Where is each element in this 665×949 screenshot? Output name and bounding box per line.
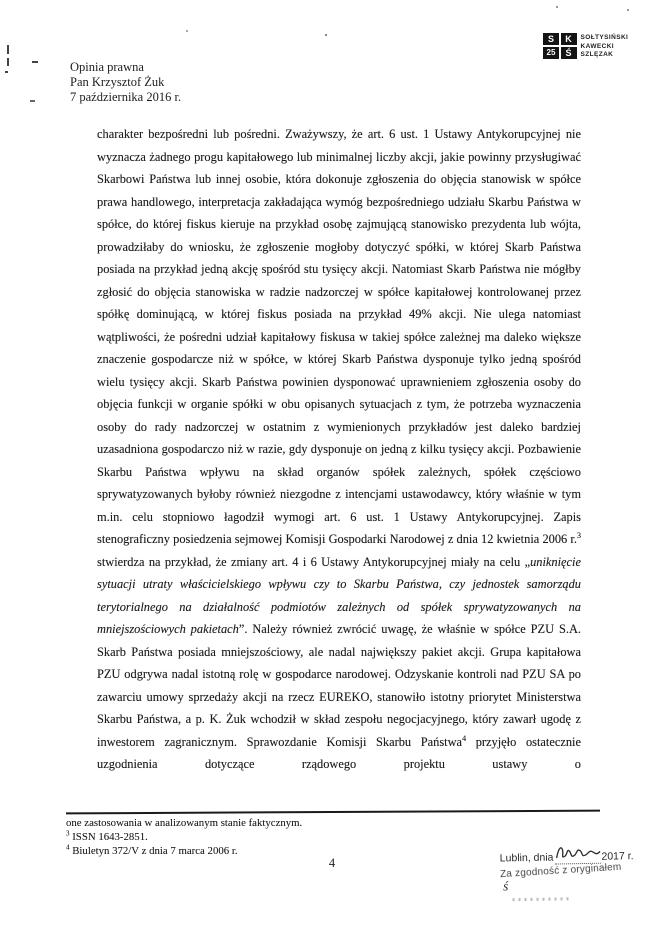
- footnote-continuation: one zastosowania w analizowanym stanie faktycznym.: [66, 817, 303, 829]
- scan-artifact: [5, 71, 8, 73]
- logo-cell-s2: Ś: [561, 47, 577, 59]
- stamp-year: 2017 r.: [601, 850, 634, 863]
- certification-stamp: [500, 843, 665, 902]
- logo-grid-icon: [543, 33, 577, 59]
- addressee: Pan Krzysztof Żuk: [70, 75, 165, 89]
- firm-name-line: SOŁTYSIŃSKI: [580, 34, 629, 41]
- footnote-4: [66, 844, 302, 858]
- stamp-certification-text: Za zgodność z oryginałem: [499, 861, 622, 881]
- scan-artifact: [32, 61, 38, 63]
- footnote-3: [66, 830, 302, 844]
- document-type: Opinia prawna: [70, 60, 144, 74]
- footnotes: [66, 816, 302, 858]
- footnote-reference-4: 4: [462, 733, 467, 743]
- footnote-3-marker: 3: [66, 829, 70, 838]
- footnote-reference-3: 3: [576, 530, 581, 540]
- scan-artifact: [627, 9, 629, 11]
- quoted-passage: uniknięcie sytuacji utraty właścicielskiego wpływu czy to Skarbu Państwa, czy jednostek samorządu terytorialnego na działalność podmiotów zależnych od spółek sprywatyzowanych na mniejszościowych pakietach: [97, 554, 581, 636]
- scan-artifact: [556, 6, 558, 8]
- scan-artifact: [30, 100, 35, 102]
- document-header: [70, 60, 181, 105]
- document-date: 7 października 2016 r.: [70, 90, 182, 104]
- handwriting-icon: [554, 844, 600, 861]
- logo-cell-s1: S: [543, 33, 559, 45]
- handwritten-date: [554, 844, 600, 865]
- scan-artifact: [7, 45, 9, 54]
- page-number: 4: [328, 856, 336, 870]
- body-segment: stwierdza na przykład, że zmiany art. 4 i 6 Ustawy Antykorupcyjnej miały na celu „: [97, 554, 531, 569]
- footnote-4-marker: 4: [66, 843, 70, 852]
- faint-stamp-marks: [512, 897, 570, 901]
- logo-cell-k: K: [561, 33, 577, 45]
- stamp-place-label: Lublin, dnia: [499, 851, 554, 865]
- signature-initial: ś: [503, 878, 509, 894]
- body-paragraph: [97, 123, 581, 813]
- body-segment: ”. Należy również zwrócić uwagę, że właśnie w spółce PZU S.A. Skarb Państwa posiada mniejszościowy, ale nadal największy pakiet akcji. Grupa kapitałowa PZU odgrywa nadal istotną rolę w gospodarce narodowej. Odzyskanie kontroli nad PZU SA po zawarciu umowy sprzedaży akcji na rzecz EUREKO, stanowiło istotny priorytet Ministerstwa Skarbu Państwa, a p. K. Żuk wchodził w skład zespołu negocjacyjnego, który zawarł ugodę z inwestorem zagranicznym. Sprawozdanie Komisji Skarbu Państwa: [97, 622, 581, 749]
- scan-artifact: [7, 58, 9, 66]
- body-segment: przyjęło ostatecznie uzgodnienia dotyczące rządowego projektu ustawy o: [97, 734, 581, 771]
- scan-artifact: [325, 34, 327, 36]
- footnote-4-text: Biuletyn 372/V z dnia 7 marca 2006 r.: [69, 845, 238, 857]
- firm-name-line: KAWECKI: [580, 42, 614, 50]
- firm-name-line: SZLĘZAK: [580, 51, 614, 59]
- scan-artifact: [186, 30, 188, 32]
- law-firm-logo: [543, 33, 628, 60]
- law-firm-name: [581, 33, 629, 60]
- logo-cell-25: 25: [543, 47, 559, 59]
- body-segment: charakter bezpośredni lub pośredni. Zważywszy, że art. 6 ust. 1 Ustawy Antykorupcyjnej nie wyznacza żadnego progu kapitałowego lub minimalnej liczby akcji, jakie powinny przysługiwać Skarbowi Państwa lub innej osobie, która dokonuje zgłoszenia do objęcia stanowisk w spółce prawa handlowego, interpretacja zakładająca wymóg bezpośredniego udziału Skarbu Państwa w spółce, do której fiskus kieruje na przykład osobę zajmującą stanowisko prezydenta lub wójta, prowadziłaby do wniosku, że zgłoszenie mogłoby dotyczyć spółki, w której Skarb Państwa posiada na przykład jedną akcję spośród stu tysięcy akcji. Natomiast Skarb Państwa nie mógłby zgłosić do objęcia stanowiska w radzie nadzorczej w spółce kapitałowej kontrolowanej przez spółkę dominującą, w której fiskus posiada na przykład 49% akcji. Nie ulega natomiast wątpliwości, że pośredni udział kapitałowy fiskusa w takiej spółce zależnej ma daleko większe znaczenie gospodarcze niż w spółce, w której Skarb Państwa dysponuje tylko jedną spośród wielu tysięcy akcji. Skarb Państwa powinien dysponować uprawnieniem zgłoszenia osoby do objęcia funkcji w organie spółki w obu opisanych sytuacjach z tym, że potrzeba wyznaczenia osoby do rady nadzorczej w ostatnim z wymienionych przykładów jest daleko bardziej uzasadniona gospodarczo niż w razie, gdy dysponuje on jedną z kilku tysięcy akcji. Pozbawienie Skarbu Państwa wpływu na skład organów spółek zależnych, spółek częściowo sprywatyzowanych byłoby również niezgodne z intencjami ustawodawcy, który właśnie w tym m.in. celu stopniowo łagodził wymogi art. 6 ust. 1 Ustawy Antykorupcyjnej. Zapis stenograficzny posiedzenia sejmowej Komisji Gospodarki Narodowej z dnia 12 kwietnia 2006 r.: [97, 127, 581, 546]
- footnote-3-text: ISSN 1643-2851.: [69, 831, 148, 843]
